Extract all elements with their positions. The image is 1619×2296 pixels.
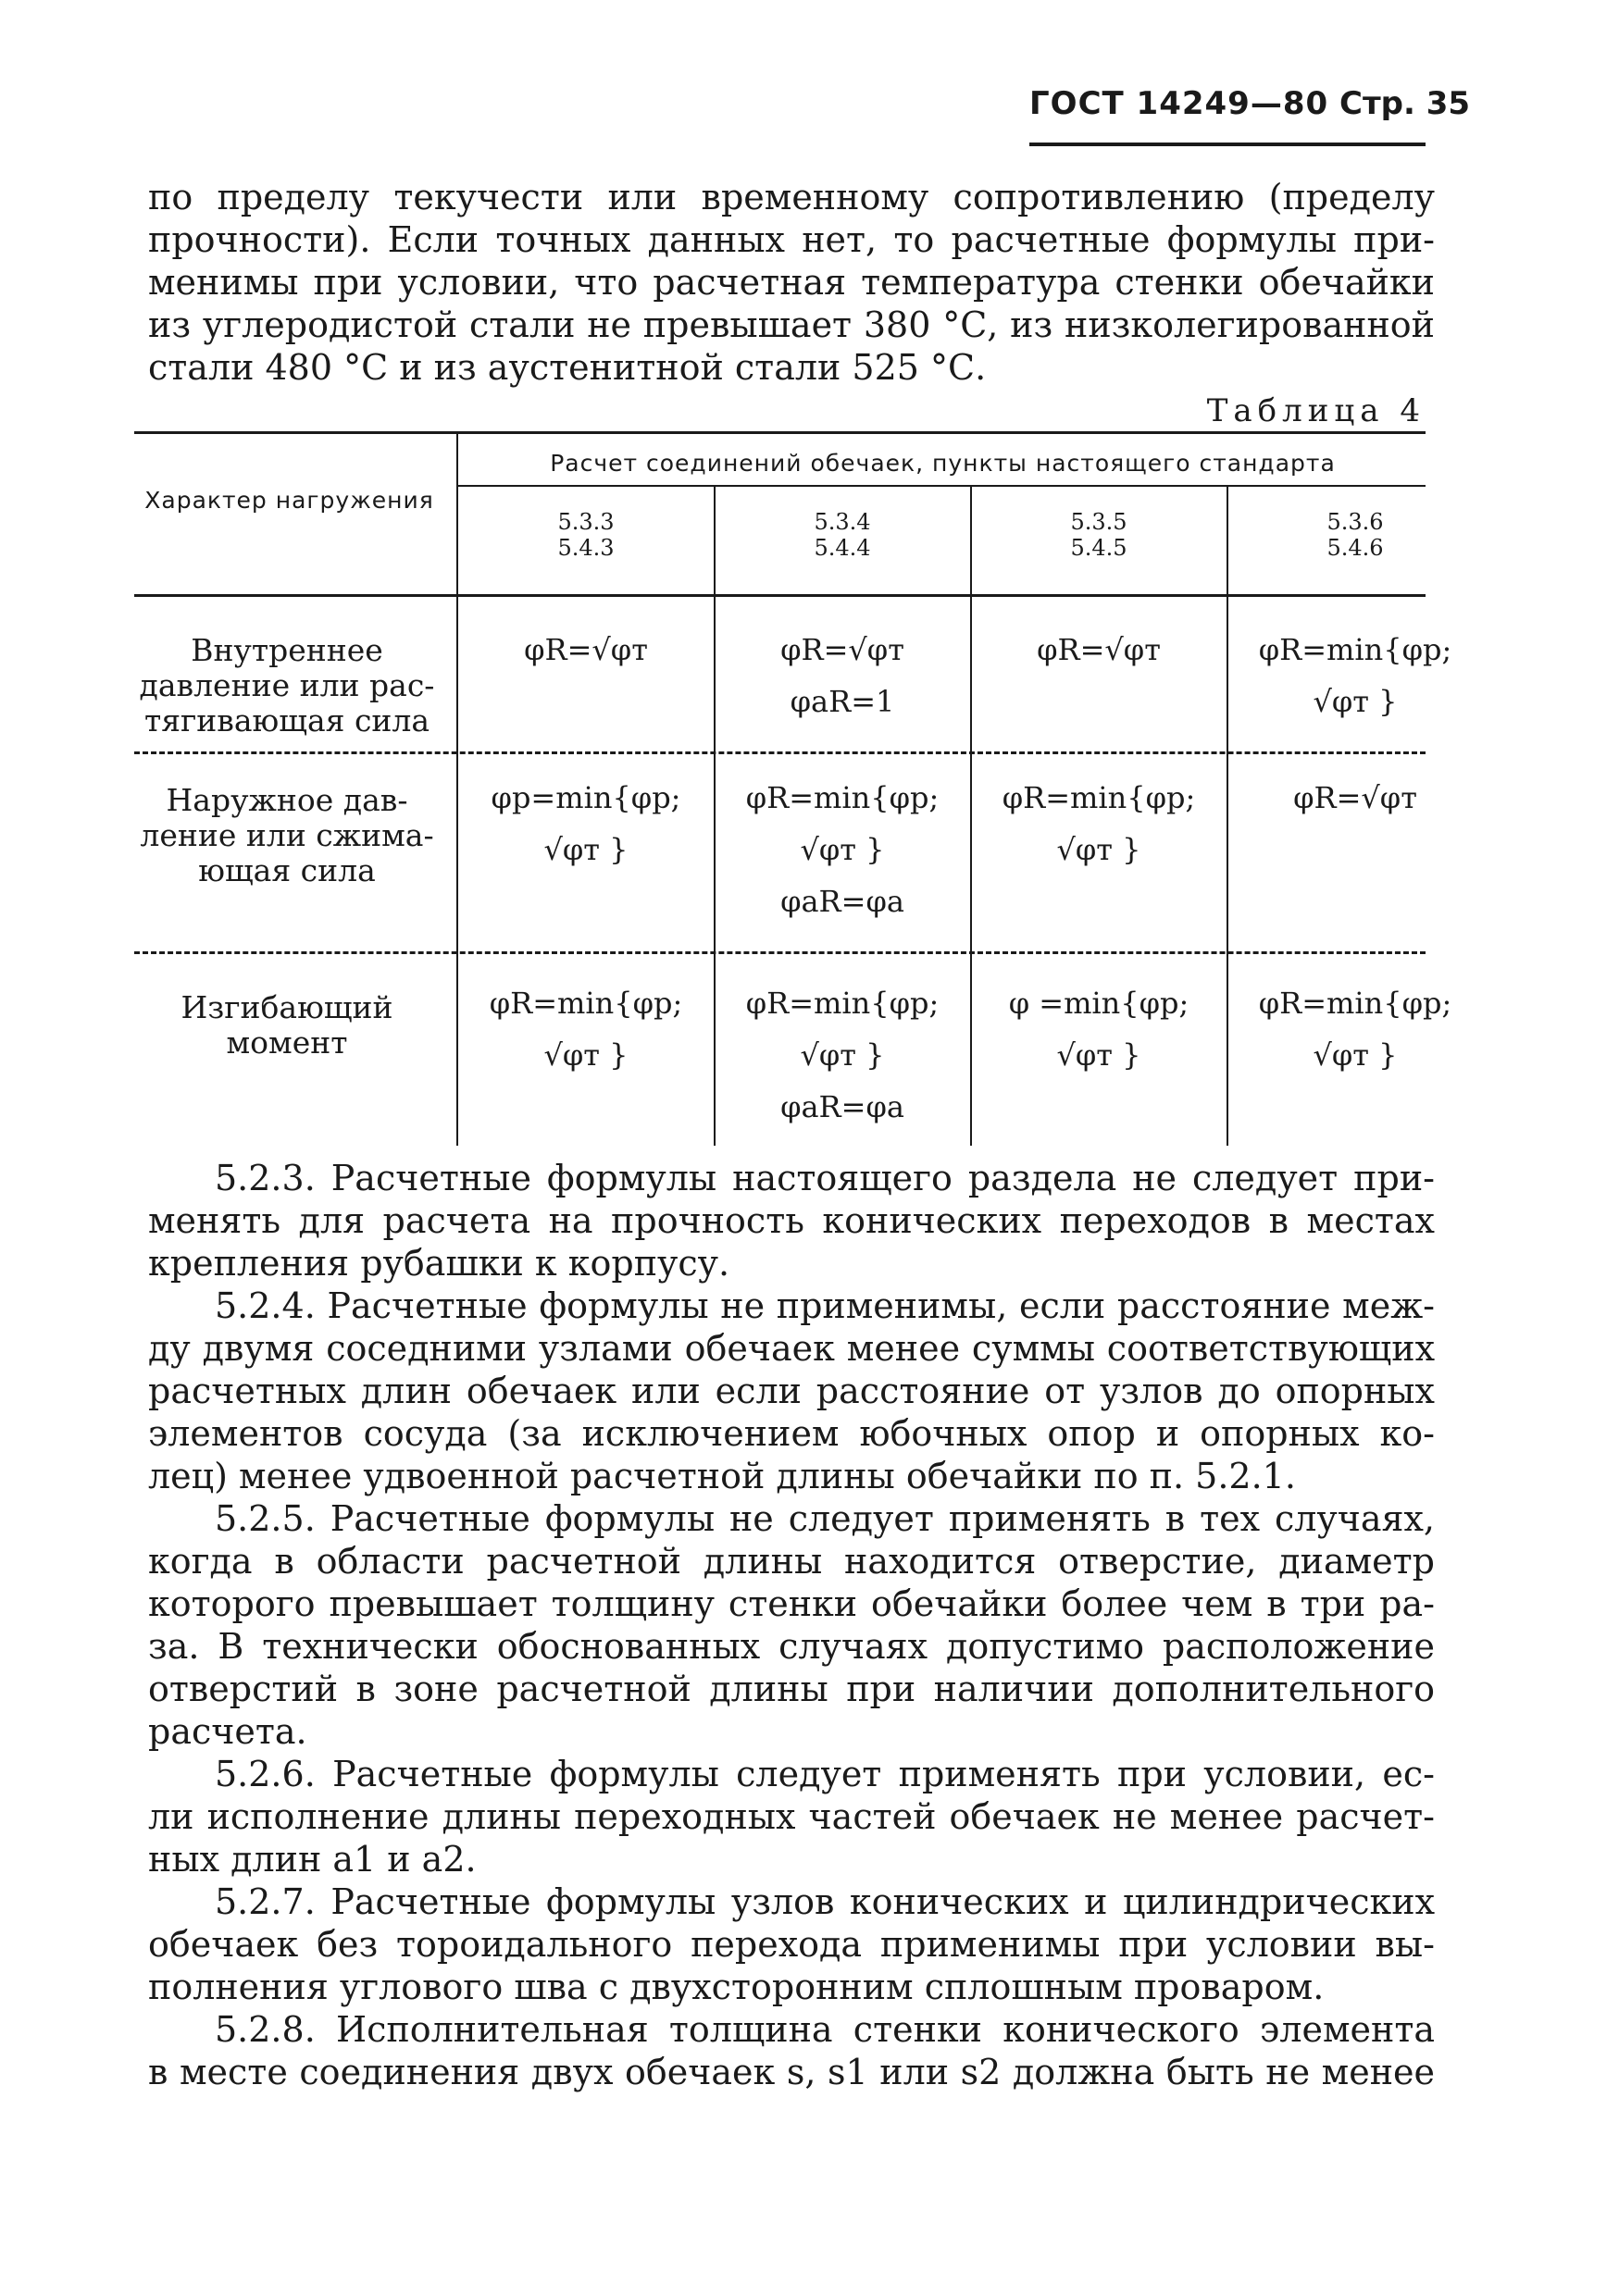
table-cell: φ =min{φp; √φт } (1008, 986, 1189, 1073)
table-cell: φR=min{φp; √φт } φaR=φa (745, 780, 940, 919)
column-number: 5.3.5 5.4.5 (1070, 509, 1127, 561)
text-line: лец) менее удвоенной расчетной длины обечайки по п. 5.2.1. (148, 1456, 1296, 1496)
standard-number: ГОСТ 14249—80 (1029, 85, 1329, 122)
row-separator (134, 751, 1426, 754)
table-cell: φR=√φт φaR=1 (780, 632, 904, 719)
text-line: ли исполнение длины переходных частей обечаек не менее расчет- (148, 1796, 1435, 1837)
header-inner-rule (458, 485, 1426, 487)
text-line: из углеродистой стали не превышает 380 °С, из низколегированной (148, 304, 1435, 345)
loading-type-header: Характер нагружения (144, 487, 434, 514)
column-number: 5.3.6 5.4.6 (1326, 509, 1384, 561)
text-line: расчетных длин обечаек или если расстояние от узлов до опорных (148, 1371, 1435, 1411)
paragraph-5-2-8: 5.2.8. Исполнительная толщина стенки конического элемента (215, 2009, 1435, 2050)
row-label-internal-pressure: Внутреннее давление или рас- тягивающая сила (139, 632, 435, 738)
text-line: которого превышает толщину стенки обечайки более чем в три ра- (148, 1583, 1435, 1624)
text-line: по пределу текучести или временному сопротивлению (пределу (148, 177, 1435, 217)
column-number: 5.3.3 5.4.3 (557, 509, 615, 561)
table-cell: φR=√φт (1293, 780, 1417, 815)
body-paragraphs (148, 1157, 1435, 2093)
text-line: крепления рубашки к корпусу. (148, 1243, 730, 1284)
table-cell: φR=min{φp; √φт } (489, 986, 683, 1073)
paragraph-5-2-4: 5.2.4. Расчетные формулы не применимы, если расстояние меж- (215, 1285, 1435, 1326)
text-line: элементов сосуда (за исключением юбочных опор и опорных ко- (148, 1413, 1435, 1454)
row-label-external-pressure: Наружное дав- ление или сжима- ющая сила (140, 782, 434, 888)
text-line: полнения углового шва с двухсторонним сплошным проваром. (148, 1967, 1325, 2007)
text-line: расчета. (148, 1711, 307, 1752)
text-line: менимы при условии, что расчетная температура стенки обечайки (148, 262, 1435, 303)
table-cell: φR=min{φp; √φт } φaR=φa (745, 986, 940, 1124)
text-line: за. В технически обоснованных случаях допустимо расположение (148, 1626, 1435, 1667)
calculation-points-header: Расчет соединений обечаек, пункты настоящего стандарта (550, 450, 1336, 477)
table-cell: φR=√φт (1037, 632, 1161, 667)
row-separator (134, 951, 1426, 954)
paragraph-5-2-6: 5.2.6. Расчетные формулы следует применять при условии, ес- (215, 1754, 1435, 1794)
text-line: в месте соединения двух обечаек s, s1 или s2 должна быть не менее (148, 2052, 1435, 2092)
table-top-rule (134, 431, 1426, 434)
table-cell: φR=min{φp; √φт } (1002, 780, 1196, 867)
header-bottom-rule (134, 594, 1426, 597)
table-cell: φR=min{φp; √φт } (1258, 632, 1452, 719)
page-number: Стр. 35 (1339, 85, 1471, 122)
text-line: ных длин a1 и a2. (148, 1839, 477, 1880)
text-line: стали 480 °С и из аустенитной стали 525 °С. (148, 347, 987, 388)
text-line: менять для расчета на прочность конических переходов в местах (148, 1200, 1435, 1241)
column-number: 5.3.4 5.4.4 (814, 509, 871, 561)
table-cell: φp=min{φp; √φт } (491, 780, 681, 867)
text-line: отверстий в зоне расчетной длины при наличии дополнительного (148, 1669, 1435, 1709)
text-line: ду двумя соседними узлами обечаек менее суммы соответствующих (148, 1328, 1435, 1369)
row-label-bending-moment: Изгибающий момент (181, 989, 393, 1061)
table-caption: Таблица 4 (1206, 392, 1426, 429)
running-header (1029, 85, 1471, 146)
table-cell: φR=min{φp; √φт } (1258, 986, 1452, 1073)
table-4 (134, 431, 1452, 1146)
text-line: когда в области расчетной длины находится отверстие, диаметр (148, 1541, 1435, 1582)
text-line: обечаек без тороидального перехода применимы при условии вы- (148, 1924, 1435, 1965)
paragraph-5-2-5: 5.2.5. Расчетные формулы не следует применять в тех случаях, (215, 1498, 1435, 1539)
paragraph-5-2-7: 5.2.7. Расчетные формулы узлов конических и цилиндрических (215, 1881, 1435, 1922)
intro-paragraph (148, 176, 1435, 389)
table-cell: φR=√φт (524, 632, 648, 667)
paragraph-5-2-3: 5.2.3. Расчетные формулы настоящего раздела не следует при- (215, 1158, 1435, 1198)
text-line: прочности). Если точных данных нет, то расчетные формулы при- (148, 219, 1435, 260)
